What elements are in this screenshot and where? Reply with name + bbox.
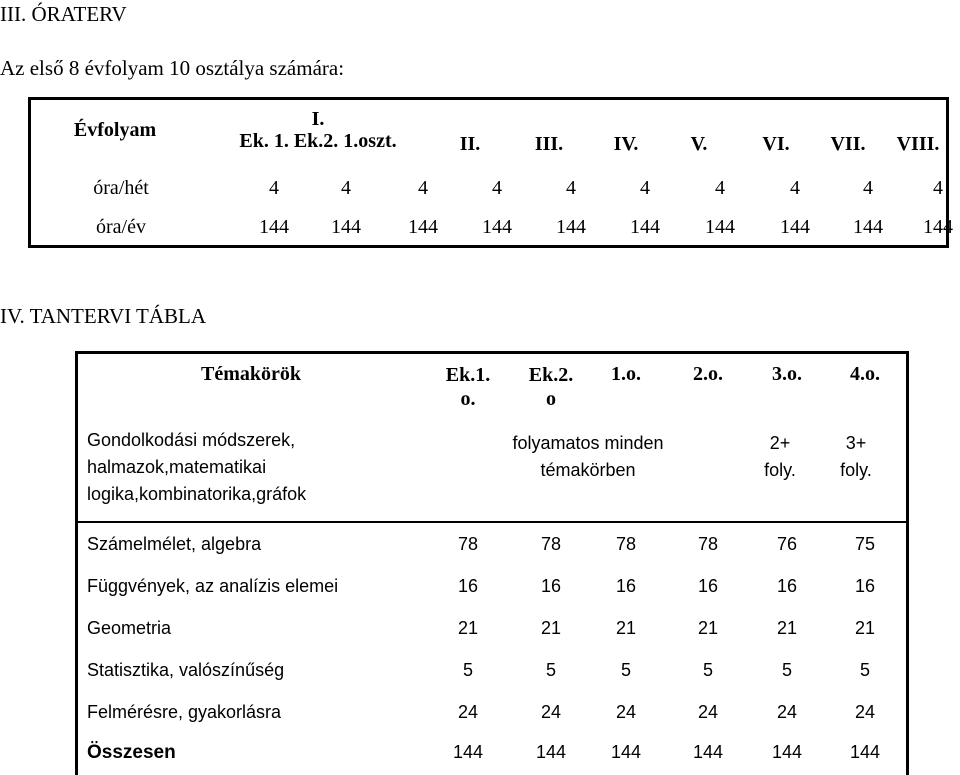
table-cell: 21 [540,618,562,638]
table-divider [78,521,906,523]
oraterv-table [28,97,953,248]
intro-4o-line: 3+ [845,433,867,453]
table-cell: 76 [776,534,798,554]
topic-label: Felmérésre, gyakorlásra [87,702,282,722]
grade-header: V. [690,132,708,155]
table-cell: 144 [482,215,512,238]
table-cell: 5 [702,660,713,680]
table-cell: 16 [854,576,876,596]
table-cell: 5 [620,660,631,680]
col-header-line1: Ek.2. [528,364,574,386]
intro-continuous [488,430,688,484]
col-header-line2: o [546,388,556,410]
grade-header: III. [534,132,564,155]
table-cell: 24 [540,702,562,722]
table-cell: 78 [697,534,719,554]
grade-1-header [218,108,418,152]
row-label: óra/év [96,215,146,238]
table-cell: 144 [853,215,883,238]
table-cell: 5 [859,660,870,680]
table-cell: 16 [697,576,719,596]
table-cell: 78 [615,534,637,554]
table-cell: 16 [615,576,637,596]
total-cell: 144 [692,742,724,762]
col-header-2o: 2.o. [693,363,723,385]
section-subtitle: Az első 8 évfolyam 10 osztálya számára: [0,56,345,80]
table-cell: 4 [863,176,873,199]
table-cell: 16 [776,576,798,596]
table-cell: 4 [341,176,351,199]
col-header-ek1 [438,363,498,411]
table-cell: 75 [854,534,876,554]
total-cell: 144 [849,742,881,762]
table-cell: 144 [259,215,289,238]
table-cell: 5 [462,660,473,680]
table-cell: 144 [331,215,361,238]
hours-per-year-row [31,205,953,249]
evfolyam-header: Évfolyam [73,118,157,141]
table-cell: 144 [705,215,735,238]
intro-topic-line: Gondolkodási módszerek, [87,430,296,450]
intro-continuous-line: folyamatos minden [512,433,664,453]
total-cell: 144 [535,742,567,762]
table-cell: 4 [933,176,943,199]
intro-4o-line: foly. [840,460,872,480]
intro-4o [826,430,886,484]
grade-header: VI. [762,132,790,155]
table-cell: 4 [715,176,725,199]
grade-header: II. [459,132,481,155]
total-cell: 144 [452,742,484,762]
col-header-line2: o. [460,388,476,410]
intro-topic-line: halmazok,matematikai [87,457,267,477]
table-cell: 16 [457,576,479,596]
intro-topic-line: logika,kombinatorika,gráfok [87,484,307,504]
table-cell: 21 [615,618,637,638]
table-cell: 21 [854,618,876,638]
table-cell: 21 [457,618,479,638]
intro-3o [750,430,810,484]
table-cell: 24 [697,702,719,722]
section-heading-tantervi-tabla: IV. TANTERVI TÁBLA [0,304,207,328]
col-header-4o: 4.o. [850,363,880,385]
table-cell: 78 [457,534,479,554]
intro-topic [87,427,306,508]
grade-1-line1: I. [311,108,325,130]
intro-3o-line: foly. [764,460,796,480]
table-cell: 24 [776,702,798,722]
table-cell: 24 [854,702,876,722]
table-cell: 144 [780,215,810,238]
table-cell: 144 [408,215,438,238]
table-cell: 144 [556,215,586,238]
col-header-1o: 1.o. [611,363,641,385]
table-cell: 16 [540,576,562,596]
topic-label: Függvények, az analízis elemei [87,576,339,596]
grade-1-line2: Ek. 1. Ek.2. 1.oszt. [239,130,397,152]
grade-header: IV. [613,132,639,155]
intro-3o-line: 2+ [769,433,791,453]
table-cell: 4 [640,176,650,199]
section-heading-oraterv: III. ÓRATERV [0,2,127,26]
table-cell: 4 [566,176,576,199]
total-cell: 144 [610,742,642,762]
total-label: Összesen [87,742,176,763]
col-header-ek2 [521,363,581,411]
row-label: óra/hét [93,176,149,199]
table-cell: 4 [492,176,502,199]
table-cell: 21 [697,618,719,638]
table-cell: 78 [540,534,562,554]
tantervi-tabla-table [75,351,909,775]
topics-header: Témakörök [201,363,301,385]
table-cell: 144 [923,215,953,238]
grade-header: VIII. [896,132,940,155]
col-header-3o: 3.o. [772,363,802,385]
hours-per-week-row [31,166,946,210]
col-header-line1: Ek.1. [445,364,491,386]
table-cell: 5 [781,660,792,680]
topic-label: Statisztika, valószínűség [87,660,285,680]
table-cell: 144 [630,215,660,238]
table-header-row [31,108,946,155]
table-cell: 21 [776,618,798,638]
table-cell: 5 [545,660,556,680]
total-cell: 144 [771,742,803,762]
table-cell: 24 [615,702,637,722]
table-cell: 4 [418,176,428,199]
table-cell: 4 [790,176,800,199]
grade-header: VII. [830,132,866,155]
topic-label: Számelmélet, algebra [87,534,262,554]
intro-continuous-line: témakörben [540,460,636,480]
table-cell: 4 [269,176,279,199]
table-cell: 24 [457,702,479,722]
topic-label: Geometria [87,618,172,638]
